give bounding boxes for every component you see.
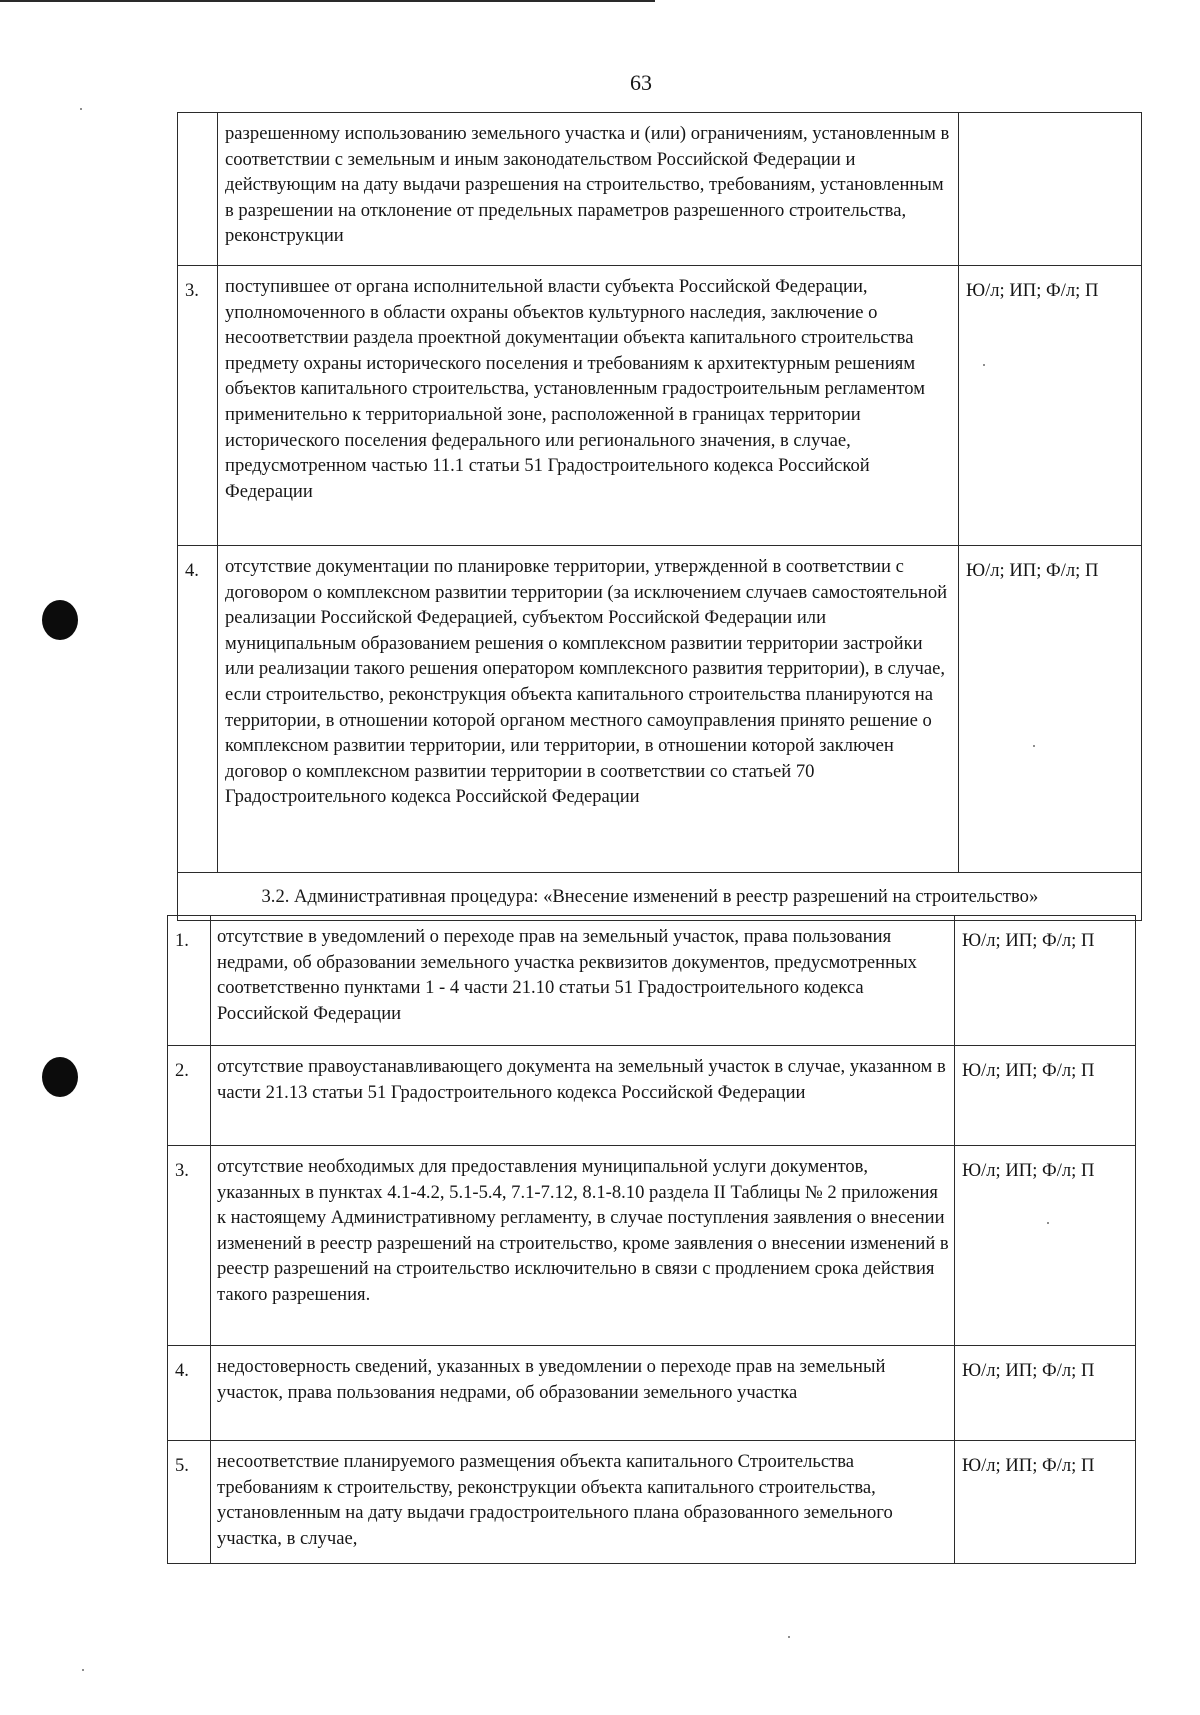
table-row: [168, 916, 1136, 1046]
scan-edge-line: [0, 0, 655, 2]
table-row: [178, 266, 1142, 546]
row-applicants: Ю/л; ИП; Ф/л; П: [955, 1046, 1136, 1146]
row-number: 1.: [168, 916, 211, 1046]
table-row: [168, 1346, 1136, 1441]
row-number: 2.: [168, 1046, 211, 1146]
row-text: недостоверность сведений, указанных в уведомлении о переходе прав на земельный участок, права пользования недрами, об образовании земельного участка: [211, 1346, 955, 1441]
section-heading: 3.2. Административная процедура: «Внесение изменений в реестр разрешений на строительство»: [261, 886, 1039, 907]
page-number: 63: [630, 70, 652, 95]
section-row: [178, 873, 1142, 921]
row-text: отсутствие правоустанавливающего документа на земельный участок в случае, указанном в части 21.13 статьи 51 Градостроительного кодекса Российской Федерации: [211, 1046, 955, 1146]
row-applicants: Ю/л; ИП; Ф/л; П: [959, 266, 1142, 546]
row-applicants: Ю/л; ИП; Ф/л; П: [955, 1146, 1136, 1346]
scan-speck: [788, 1636, 790, 1638]
table-row: [168, 1441, 1136, 1564]
row-text: несоответствие планируемого размещения объекта капитального Строительства требованиям к строительству, реконструкции объекта капитального строительства, установленным на дату выдачи градостроительного плана образованного земельного участка, в случае,: [211, 1441, 955, 1564]
row-number: 4.: [178, 546, 218, 873]
row-text: поступившее от органа исполнительной власти субъекта Российской Федерации, уполномоченного в области охраны объектов культурного наследия, заключение о несоответствии раздела проектной документации объекта капитального строительства предмету охраны исторического поселения и требованиям к архитектурным решениям объектов капитального строительства, установленным градостроительным регламентом применительно к территориальной зоне, расположенной в границах территории исторического поселения федерального или регионального значения, в случае, предусмотренном частью 11.1 статьи 51 Градостроительного кодекса Российской Федерации: [218, 266, 959, 546]
row-text: отсутствие необходимых для предоставления муниципальной услуги документов, указанных в пунктах 4.1-4.2, 5.1-5.4, 7.1-7.12, 8.1-8.10 раздела II Таблицы № 2 приложения к настоящему Административному регламенту, в случае поступления заявления о внесении изменений в реестр разрешений на строительство, кроме заявления о внесении изменений в реестр разрешений на строительство исключительно в связи с продлением срока действия такого разрешения.: [211, 1146, 955, 1346]
table-row: [168, 1146, 1136, 1346]
row-applicants: Ю/л; ИП; Ф/л; П: [955, 916, 1136, 1046]
row-number: 5.: [168, 1441, 211, 1564]
grounds-table-continued: [177, 112, 1142, 921]
grounds-table-registry: [167, 915, 1136, 1564]
row-applicants: Ю/л; ИП; Ф/л; П: [955, 1346, 1136, 1441]
row-number: [178, 113, 218, 266]
scan-speck: [80, 108, 82, 110]
row-applicants: [959, 113, 1142, 266]
table-row: [178, 546, 1142, 873]
table-row: [178, 113, 1142, 266]
row-number: 4.: [168, 1346, 211, 1441]
row-applicants: Ю/л; ИП; Ф/л; П: [959, 546, 1142, 873]
row-number: 3.: [178, 266, 218, 546]
punch-hole: [42, 1057, 78, 1097]
row-text: отсутствие документации по планировке территории, утвержденной в соответствии с договором о комплексном развитии территории (за исключением случаев самостоятельной реализации Российской Федерацией, субъектом Российской Федерации или муниципальным образованием решения о комплексном развитии территории застройки или реализации такого решения оператором комплексного развития территории), в случае, если строительство, реконструкция объекта капитального строительства планируются на территории, в отношении которой органом местного самоуправления принято решение о комплексном развитии территории, или территории, в отношении которой заключен договор о комплексном развитии территории в соответствии со статьей 70 Градостроительного кодекса Российской Федерации: [218, 546, 959, 873]
scan-speck: [82, 1669, 84, 1671]
table-row: [168, 1046, 1136, 1146]
row-applicants: Ю/л; ИП; Ф/л; П: [955, 1441, 1136, 1564]
row-text: разрешенному использованию земельного участка и (или) ограничениям, установленным в соответствии с земельным и иным законодательством Российской Федерации и действующим на дату выдачи разрешения на строительство, требованиям, установленным в разрешении на отклонение от предельных параметров разрешенного строительства, реконструкции: [218, 113, 959, 266]
row-number: 3.: [168, 1146, 211, 1346]
punch-hole: [42, 600, 78, 640]
row-text: отсутствие в уведомлений о переходе прав на земельный участок, права пользования недрами, об образовании земельного участка реквизитов документов, предусмотренных соответственно пунктами 1 - 4 части 21.10 статьи 51 Градостроительного кодекса Российской Федерации: [211, 916, 955, 1046]
